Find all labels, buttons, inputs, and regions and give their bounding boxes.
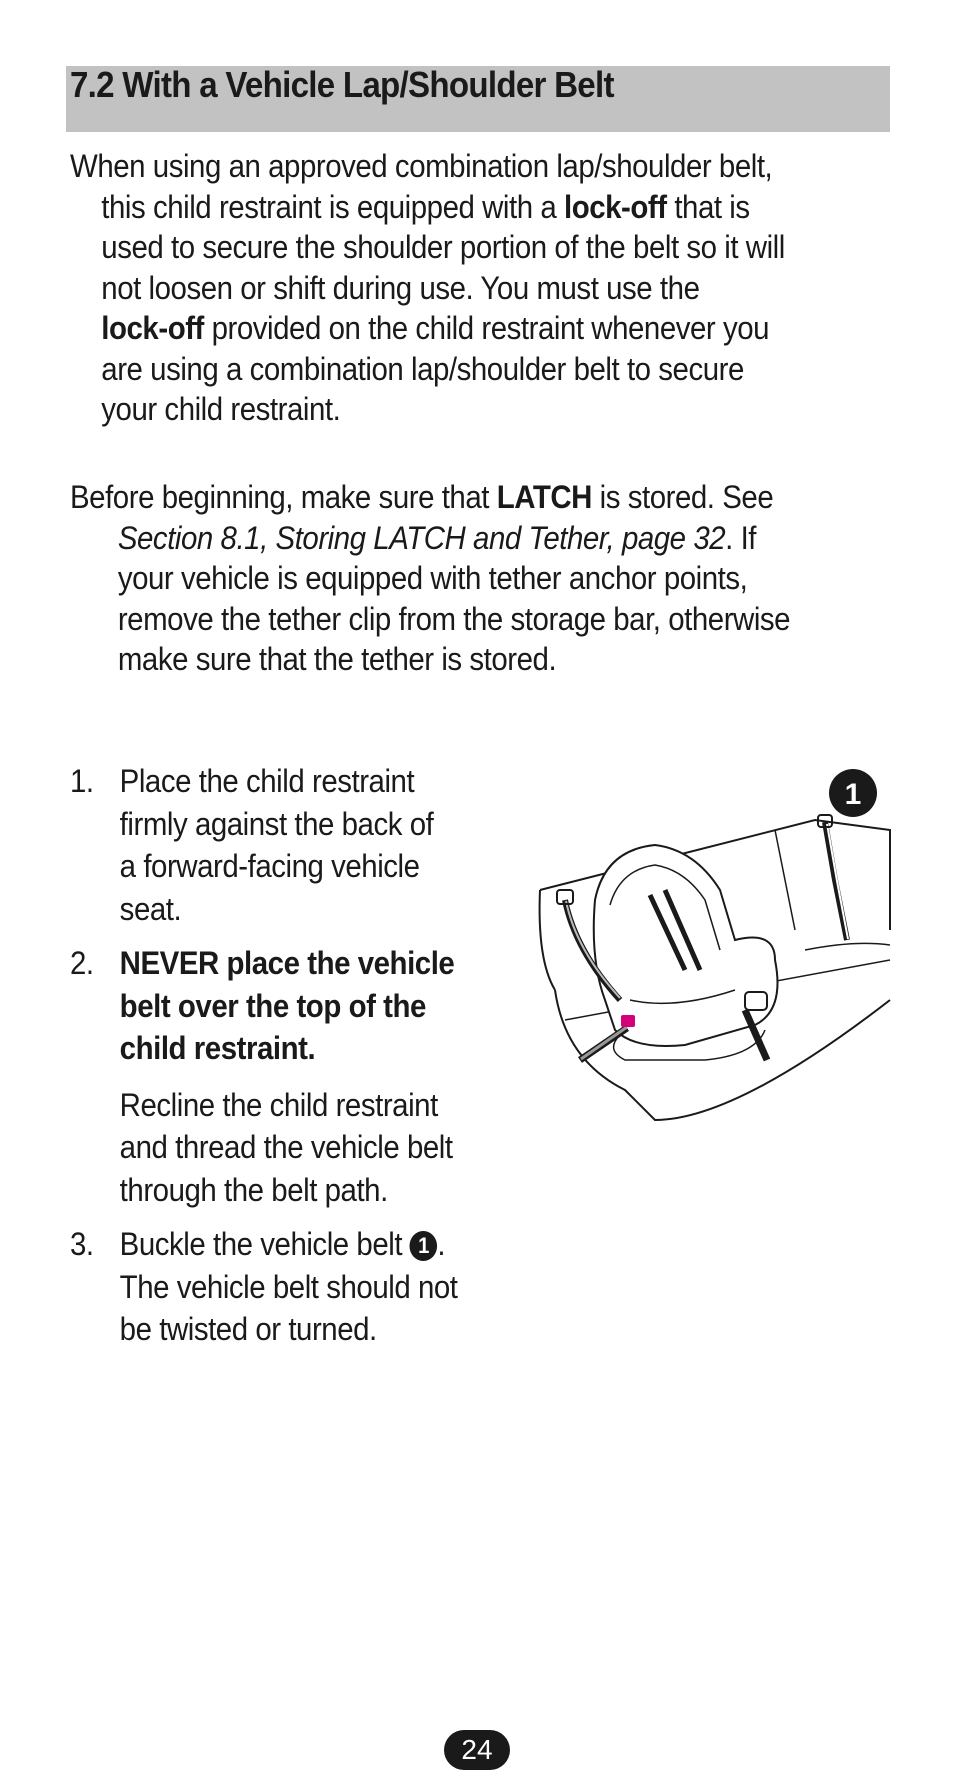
intro-line: this child restraint is equipped with a lock-off that is — [101, 188, 750, 225]
page-number: 24 — [444, 1730, 510, 1770]
latch-line: make sure that the tether is stored. — [117, 641, 557, 677]
step-line: The vehicle belt should not — [119, 1268, 458, 1305]
section-heading: 7.2 With a Vehicle Lap/Shoulder Belt — [70, 64, 614, 105]
intro-line: used to secure the shoulder portion of the belt so it will — [101, 229, 785, 265]
step-line: firmly against the back of — [119, 805, 434, 842]
latch-line: remove the tether clip from the storage bar, otherwise — [117, 600, 791, 637]
lock-off-term: lock-off — [563, 188, 667, 225]
intro-line: When using an approved combination lap/shoulder belt, — [70, 148, 773, 184]
step-line: Buckle the vehicle belt 1 . — [119, 1226, 446, 1262]
step-line: seat. — [119, 890, 182, 927]
intro-line: are using a combination lap/shoulder belt to secure — [101, 350, 744, 387]
intro-line: your child restraint. — [101, 391, 341, 427]
step-line: a forward-facing vehicle — [119, 848, 420, 884]
intro-paragraph — [70, 146, 916, 430]
section-reference: Section 8.1, Storing LATCH and Tether, page 32 — [117, 519, 726, 556]
step-warning-line: belt over the top of the — [119, 987, 426, 1024]
step-number: 2. — [70, 945, 94, 981]
lock-off-highlight — [621, 1015, 635, 1027]
step-number: 3. — [70, 1226, 94, 1262]
step-warning-line: NEVER place the vehicle — [119, 945, 455, 981]
intro-line: not loosen or shift during use. You must use the — [101, 269, 700, 306]
step-line: and thread the vehicle belt — [119, 1129, 453, 1165]
latch-line: your vehicle is equipped with tether anchor points, — [117, 560, 748, 596]
step-2 — [70, 942, 457, 1211]
latch-line: Section 8.1, Storing LATCH and Tether, page 32. If — [117, 519, 757, 556]
step-line: Place the child restraint — [119, 763, 415, 799]
step-line: Recline the child restraint — [119, 1086, 438, 1123]
car-seat-in-vehicle-illustration — [535, 760, 895, 1150]
latch-term: LATCH — [496, 479, 592, 515]
figure-marker-icon: 1 — [410, 1231, 438, 1261]
intro-line: lock-off provided on the child restraint whenever you — [101, 310, 770, 346]
latch-paragraph — [70, 477, 916, 680]
step-line: be twisted or turned. — [119, 1311, 377, 1347]
lock-off-term: lock-off — [101, 310, 204, 346]
latch-line: Before beginning, make sure that LATCH is stored. See — [70, 479, 774, 515]
step-line: through the belt path. — [119, 1171, 388, 1208]
step-number: 1. — [70, 763, 94, 799]
step-warning-line: child restraint. — [119, 1030, 316, 1066]
figure-marker-label: 1 — [844, 778, 862, 811]
instruction-steps — [70, 760, 457, 1351]
step-3 — [70, 1223, 457, 1351]
step-1 — [70, 760, 457, 930]
